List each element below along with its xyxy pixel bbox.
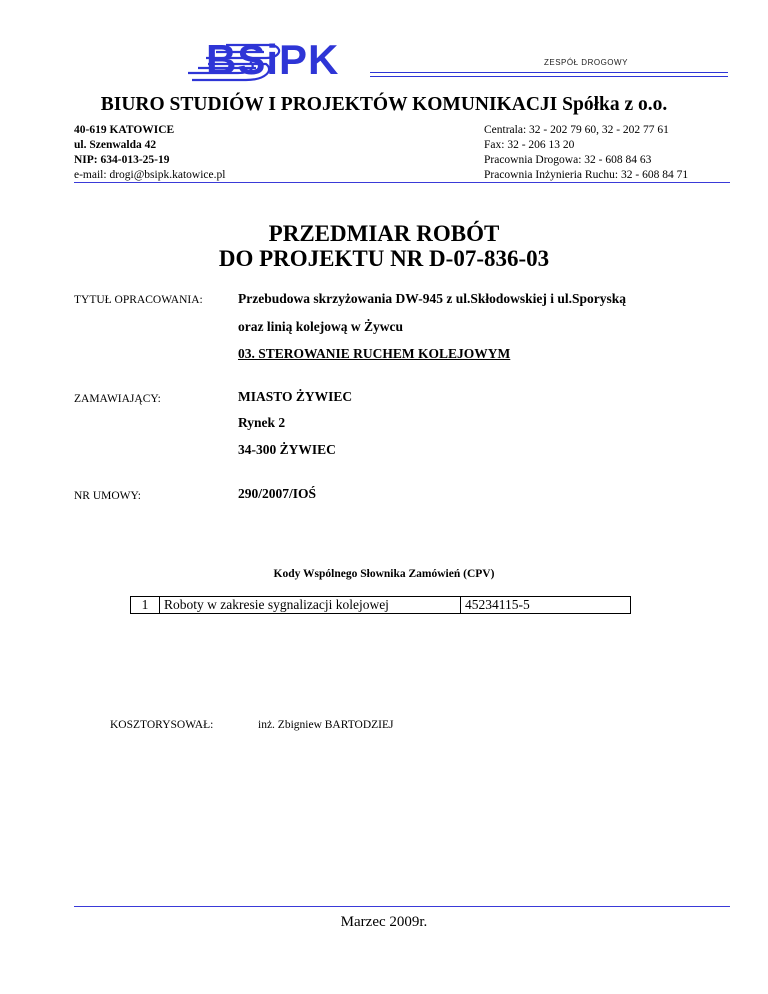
contact-line: Pracownia Drogowa: 32 - 608 84 63 [484,154,652,166]
logo-rule [370,72,728,73]
cpv-code: 45234115-5 [461,597,631,614]
contract-number: 290/2007/IOŚ [238,486,317,501]
address-line: ul. Szenwalda 42 [74,139,157,151]
company-address [74,123,225,183]
estimator-label: KOSZTORYSOWAŁ: [110,719,214,731]
estimator-name: inż. Zbigniew BARTODZIEJ [258,719,394,731]
footer-divider [74,906,730,907]
header-divider [74,182,730,183]
table-row [131,597,631,614]
title-value-2: oraz linią kolejową w Żywcu [238,319,403,334]
document-date: Marzec 2009r. [340,914,428,930]
cpv-name: Roboty w zakresie sygnalizacji kolejowej [160,597,461,614]
contact-line: Centrala: 32 - 202 79 60, 32 - 202 77 61 [484,124,669,136]
company-contacts [484,123,688,183]
contact-line: Fax: 32 - 206 13 20 [484,139,575,151]
logo-subtitle: ZESPÓŁ DROGOWY [544,58,628,67]
title-value: Przebudowa skrzyżowania DW-945 z ul.Skłodowskiej i ul.Sporyską [238,291,627,306]
client-label: ZAMAWIAJĄCY: [74,393,161,405]
contract-label: NR UMOWY: [74,490,141,502]
cpv-heading: Kody Wspólnego Słownika Zamówień (CPV) [273,568,495,580]
title-label: TYTUŁ OPRACOWANIA: [74,294,203,306]
document-title: PRZEDMIAR ROBÓT [268,221,500,246]
contact-line: Pracownia Inżynieria Ruchu: 32 - 608 84 71 [484,169,689,181]
client-city: 34-300 ŻYWIEC [238,442,336,457]
client-street: Rynek 2 [238,415,286,430]
cpv-no: 1 [131,597,160,614]
company-name: BIURO STUDIÓW I PROJEKTÓW KOMUNIKACJI Spółka z o.o. [100,94,668,115]
address-line: 40-619 KATOWICE [74,124,175,136]
logo-rule-2 [370,76,728,77]
company-logo-text: BSiPK [206,36,340,83]
client-name: MIASTO ŻYWIEC [238,389,353,404]
email-line: e-mail: drogi@bsipk.katowice.pl [74,169,226,181]
cpv-table [130,596,631,614]
address-line: NIP: 634-013-25-19 [74,154,170,166]
section-name: 03. STEROWANIE RUCHEM KOLEJOWYM [238,346,511,361]
document-subtitle: DO PROJEKTU NR D-07-836-03 [218,246,550,271]
